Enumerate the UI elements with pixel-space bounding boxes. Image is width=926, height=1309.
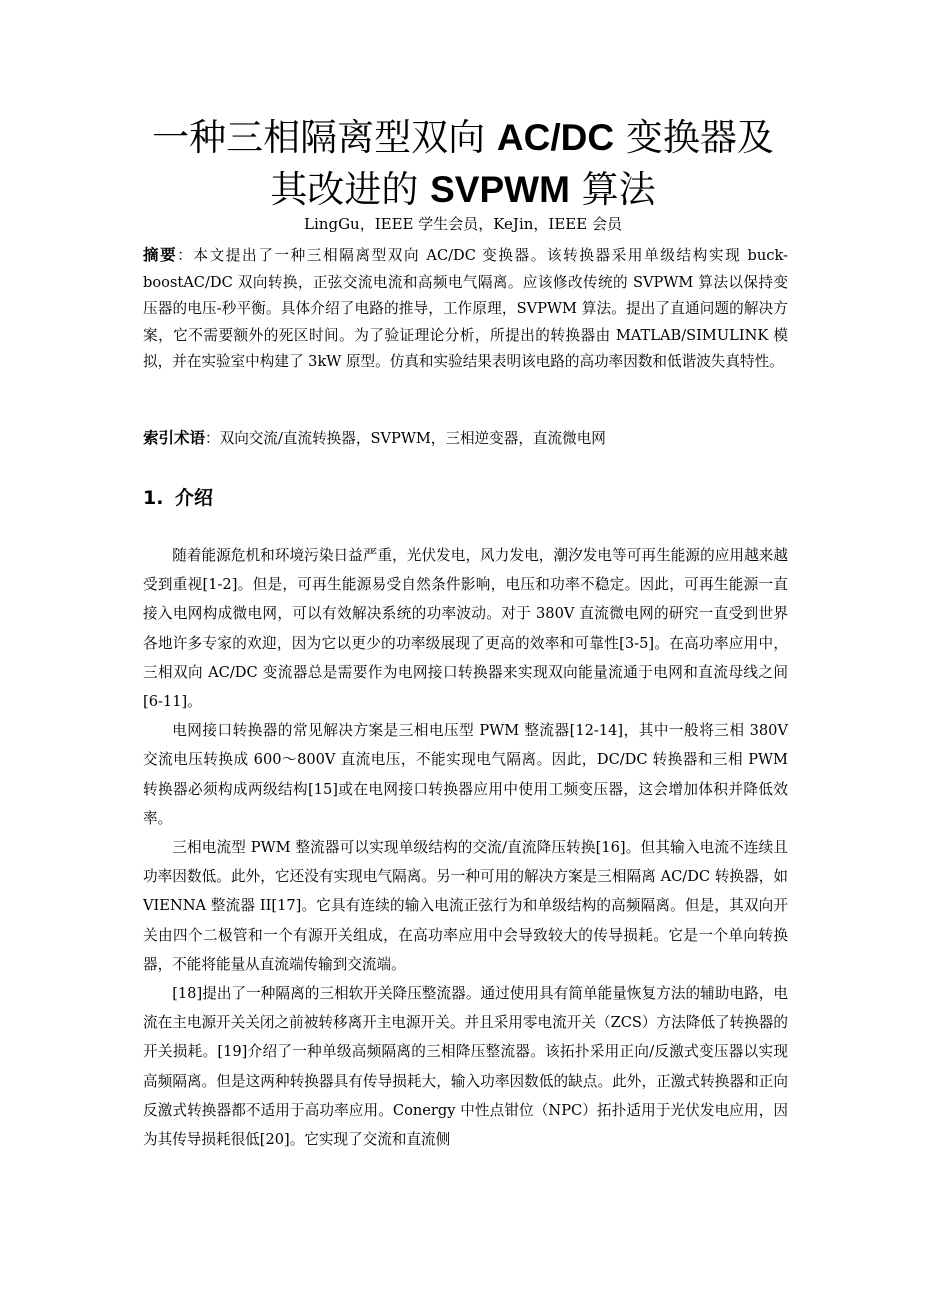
body-paragraph: 三相电流型 PWM 整流器可以实现单级结构的交流/直流降压转换[16]。但其输入电流不连续且功率因数低。此外，它还没有实现电气隔离。另一种可用的解决方案是三相隔离 AC/DC 转换器，如 VIENNA 整流器 II[17]。它具有连续的输入电流正弦行为和单级结构的高频隔离。但是，其双向开关由四个二极管和一个有源开关组成，在高功率应用中会导致较大的传导损耗。它是一个单向转换器，不能将能量从直流端传输到交流端。 — [143, 839, 788, 973]
abstract-text: ：本文提出了一种三相隔离型双向 AC/DC 变换器。该转换器采用单级结构实现 buck-boostAC/DC 双向转换，正弦交流电流和高频电气隔离。应该修改传统的 SVPWM 算法以保持变压器的电压-秒平衡。具体介绍了电路的推导，工作原理，SVPWM 算法。提出了直通问题的解决方案，它不需要额外的死区时间。为了验证理论分析，所提出的转换器由 MATLAB/SIMULINK 模拟，并在实验室中构建了 3kW 原型。仿真和实验结果表明该电路的高功率因数和低谐波失真特性。 — [143, 247, 788, 371]
section-heading-introduction — [143, 484, 213, 512]
abstract-label: 摘要 — [143, 246, 178, 264]
body-paragraph: 电网接口转换器的常见解决方案是三相电压型 PWM 整流器[12-14]，其中一般将三相 380V 交流电压转换成 600～800V 直流电压，不能实现电气隔离。因此，DC/DC 转换器和三相 PWM 转换器必须构成两级结构[15]或在电网接口转换器应用中使用工频变压器，这会增加体积并降低效率。 — [143, 722, 788, 827]
abstract — [143, 242, 788, 376]
author-line: LingGu，IEEE 学生会员，KeJin，IEEE 会员 — [304, 215, 622, 233]
body-paragraph: [18]提出了一种隔离的三相软开关降压整流器。通过使用具有简单能量恢复方法的辅助电路，电流在主电源开关关闭之前被转移离开主电源开关。并且采用零电流开关（ZCS）方法降低了转换器的开关损耗。[19]介绍了一种单级高频隔离的三相降压整流器。该拓扑采用正向/反激式变压器以实现高频隔离。但是这两种转换器具有传导损耗大，输入功率因数低的缺点。此外，正激式转换器和正向反激式转换器都不适用于高功率应用。Conergy 中性点钳位（NPC）拓扑适用于光伏发电应用，因为其传导损耗很低[20]。它实现了交流和直流侧 — [143, 985, 788, 1149]
introduction-body — [143, 541, 788, 1154]
index-terms-text: ：双向交流/直流转换器，SVPWM，三相逆变器，直流微电网 — [205, 430, 606, 447]
index-terms-label: 索引术语 — [143, 429, 206, 447]
index-terms — [143, 425, 788, 453]
section-title: 介绍 — [175, 487, 214, 509]
body-paragraph: 随着能源危机和环境污染日益严重，光伏发电，风力发电，潮汐发电等可再生能源的应用越来越受到重视[1-2]。但是，可再生能源易受自然条件影响，电压和功率不稳定。因此，可再生能源一直接入电网构成微电网，可以有效解决系统的功率波动。对于 380V 直流微电网的研究一直受到世界各地许多专家的欢迎，因为它以更少的功率级展现了更高的效率和可靠性[3-5]。在高功率应用中，三相双向 AC/DC 变流器总是需要作为电网接口转换器来实现双向能量流通于电网和直流母线之间[6-11]。 — [143, 547, 788, 711]
section-number: 1. — [143, 487, 164, 509]
title-line-1: 一种三相隔离型双向 AC/DC 变换器及 — [152, 116, 774, 159]
paper-title — [100, 112, 826, 216]
title-line-2: 其改进的 SVPWM 算法 — [270, 168, 656, 211]
